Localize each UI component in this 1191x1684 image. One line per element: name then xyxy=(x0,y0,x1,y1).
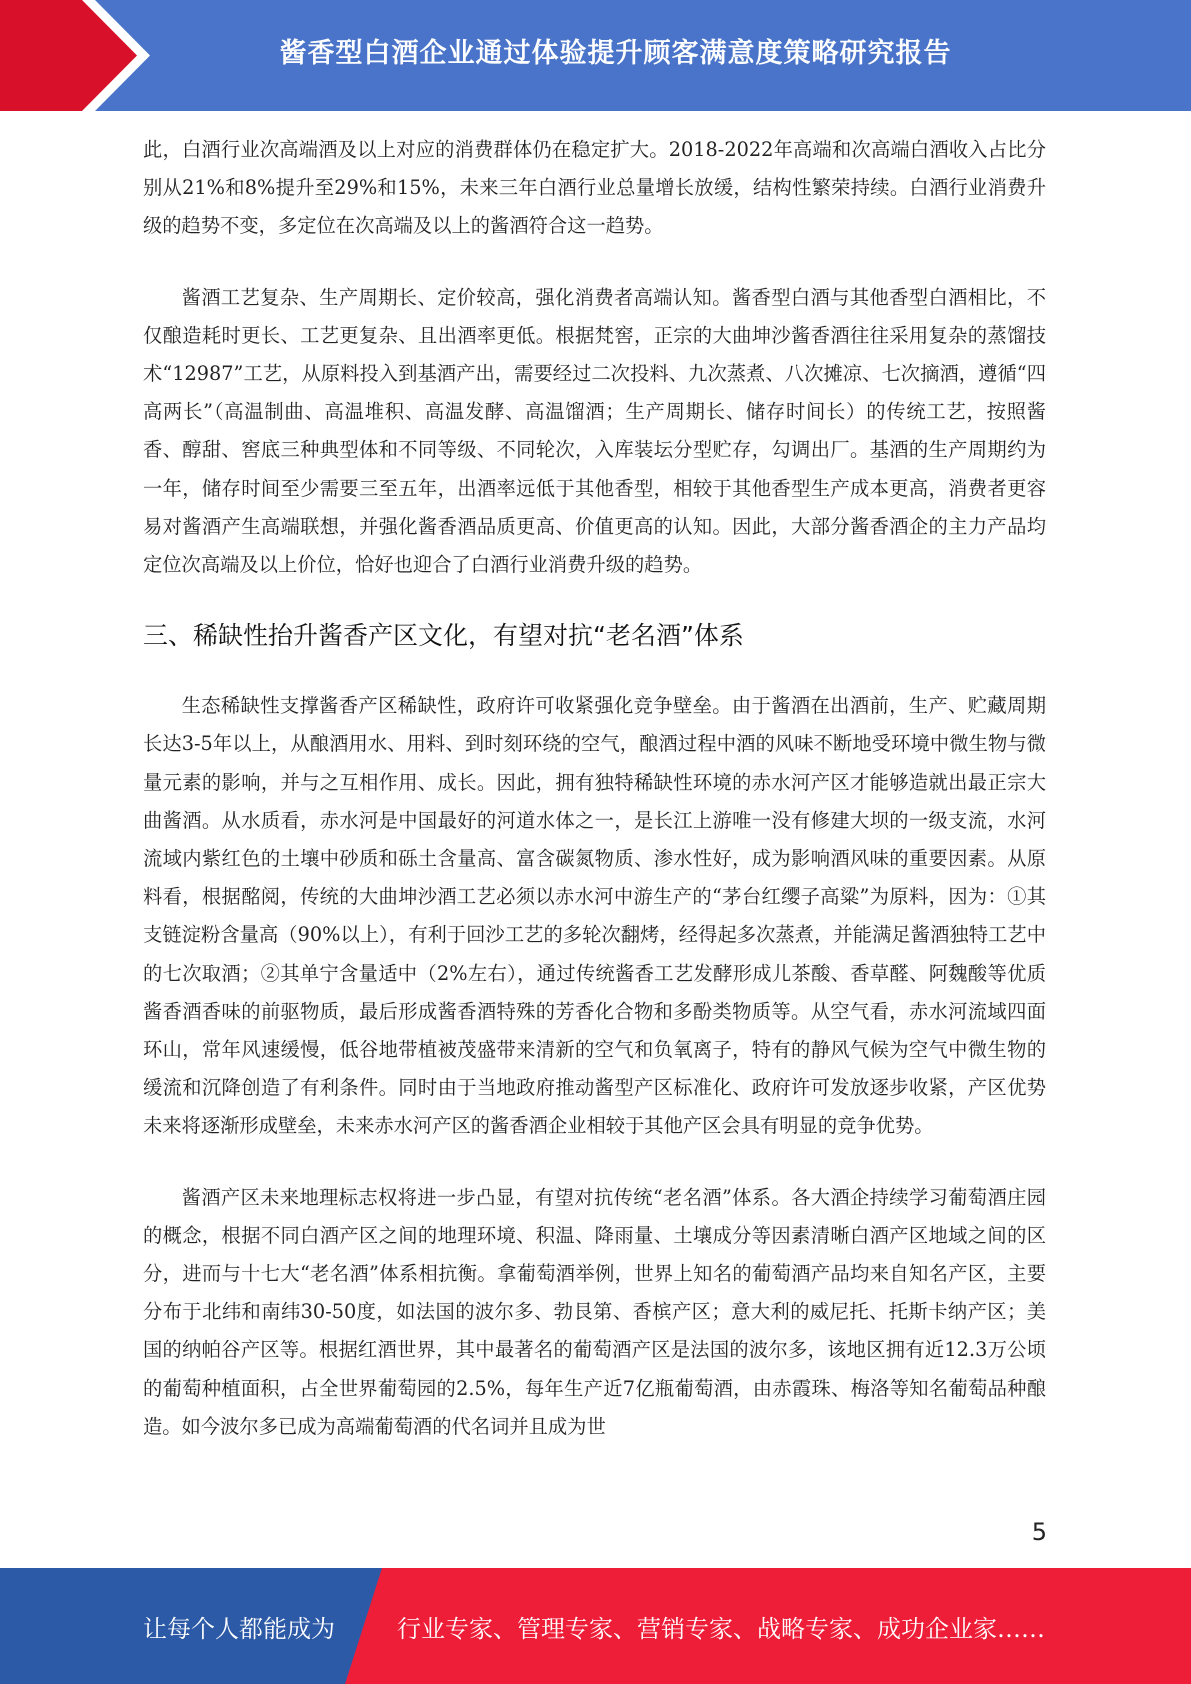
page-header xyxy=(0,0,1191,111)
body-paragraph-3: 生态稀缺性支撑酱香产区稀缺性，政府许可收紧强化竞争壁垒。由于酱酒在出酒前，生产、贮藏周期长达3-5年以上，从酿酒用水、用料、到时刻环绕的空气，酿酒过程中酒的风味不断地受环境中微生物与微量元素的影响，并与之互相作用、成长。因此，拥有独特稀缺性环境的赤水河产区才能够造就出最正宗大曲酱酒。从水质看，赤水河是中国最好的河道水体之一，是长江上游唯一没有修建大坝的一级支流，水河流域内紫红色的土壤中砂质和砾土含量高、富含碳氮物质、渗水性好，成为影响酒风味的重要因素。从原料看，根据酩阅，传统的大曲坤沙酒工艺必须以赤水河中游生产的“茅台红缨子高粱”为原料，因为：①其支链淀粉含量高（90%以上），有利于回沙工艺的多轮次翻烤，经得起多次蒸煮，并能满足酱酒独特工艺中的七次取酒；②其单宁含量适中（2%左右），通过传统酱香工艺发酵形成儿茶酸、香草醛、阿魏酸等优质酱香酒香味的前驱物质，最后形成酱香酒特殊的芳香化合物和多酚类物质等。从空气看，赤水河流域四面环山，常年风速缓慢，低谷地带植被茂盛带来清新的空气和负氧离子，特有的静风气候为空气中微生物的缓流和沉降创造了有利条件。同时由于当地政府推动酱型产区标准化、政府许可发放逐步收紧，产区优势未来将逐渐形成壁垒，未来赤水河产区的酱香酒企业相较于其他产区会具有明显的竞争优势。 xyxy=(143,694,1046,1138)
body-paragraph-2: 酱酒工艺复杂、生产周期长、定价较高，强化消费者高端认知。酱香型白酒与其他香型白酒相比，不仅酿造耗时更长、工艺更复杂、且出酒率更低。根据梵窖，正宗的大曲坤沙酱香酒往往采用复杂的蒸馏技术“12987”工艺，从原料投入到基酒产出，需要经过二次投料、九次蒸煮、八次摊凉、七次摘酒，遵循“四高两长”（高温制曲、高温堆积、高温发酵、高温馏酒；生产周期长、储存时间长）的传统工艺，按照酱香、醇甜、窖底三种典型体和不同等级、不同轮次，入库装坛分型贮存，勾调出厂。基酒的生产周期约为一年，储存时间至少需要三至五年，出酒率远低于其他香型，相较于其他香型生产成本更高，消费者更容易对酱酒产生高端联想，并强化酱香酒品质更高、价值更高的认知。因此，大部分酱香酒企的主力产品均定位次高端及以上价位，恰好也迎合了白酒行业消费升级的趋势。 xyxy=(143,285,1046,577)
red-chevron-icon xyxy=(0,0,160,111)
page-number: 5 xyxy=(1031,1518,1047,1546)
body-paragraph-1: 此，白酒行业次高端酒及以上对应的消费群体仍在稳定扩大。2018-2022年高端和次高端白酒收入占比分别从21%和8%提升至29%和15%，未来三年白酒行业总量增长放缓，结构性繁荣持续。白酒行业消费升级的趋势不变，多定位在次高端及以上的酱酒符合这一趋势。 xyxy=(143,138,1046,238)
report-title: 酱香型白酒企业通过体验提升顾客满意度策略研究报告 xyxy=(279,37,952,69)
body-paragraph-4: 酱酒产区未来地理标志权将进一步凸显，有望对抗传统“老名酒”体系。各大酒企持续学习葡萄酒庄园的概念，根据不同白酒产区之间的地理环境、积温、降雨量、土壤成分等因素清晰白酒产区地域之间的区分，进而与十七大“老名酒”体系相抗衡。拿葡萄酒举例，世界上知名的葡萄酒产品均来自知名产区，主要分布于北纬和南纬30-50度，如法国的波尔多、勃艮第、香槟产区；意大利的威尼托、托斯卡纳产区；美国的纳帕谷产区等。根据红酒世界，其中最著名的葡萄酒产区是法国的波尔多，该地区拥有近12.3万公顷的葡萄种植面积，占全世界葡萄园的2.5%，每年生产近7亿瓶葡萄酒，由赤霞珠、梅洛等知名葡萄品种酿造。如今波尔多已成为高端葡萄酒的代名词并且成为世 xyxy=(143,1185,1046,1438)
section-heading: 三、稀缺性抬升酱香产区文化，有望对抗“老名酒”体系 xyxy=(143,621,744,651)
document-body xyxy=(143,131,1046,1479)
footer-slogan-right: 行业专家、管理专家、营销专家、战略专家、成功企业家…… xyxy=(397,1614,1045,1643)
page-footer xyxy=(0,1568,1191,1684)
footer-slogan-left: 让每个人都能成为 xyxy=(143,1614,335,1643)
